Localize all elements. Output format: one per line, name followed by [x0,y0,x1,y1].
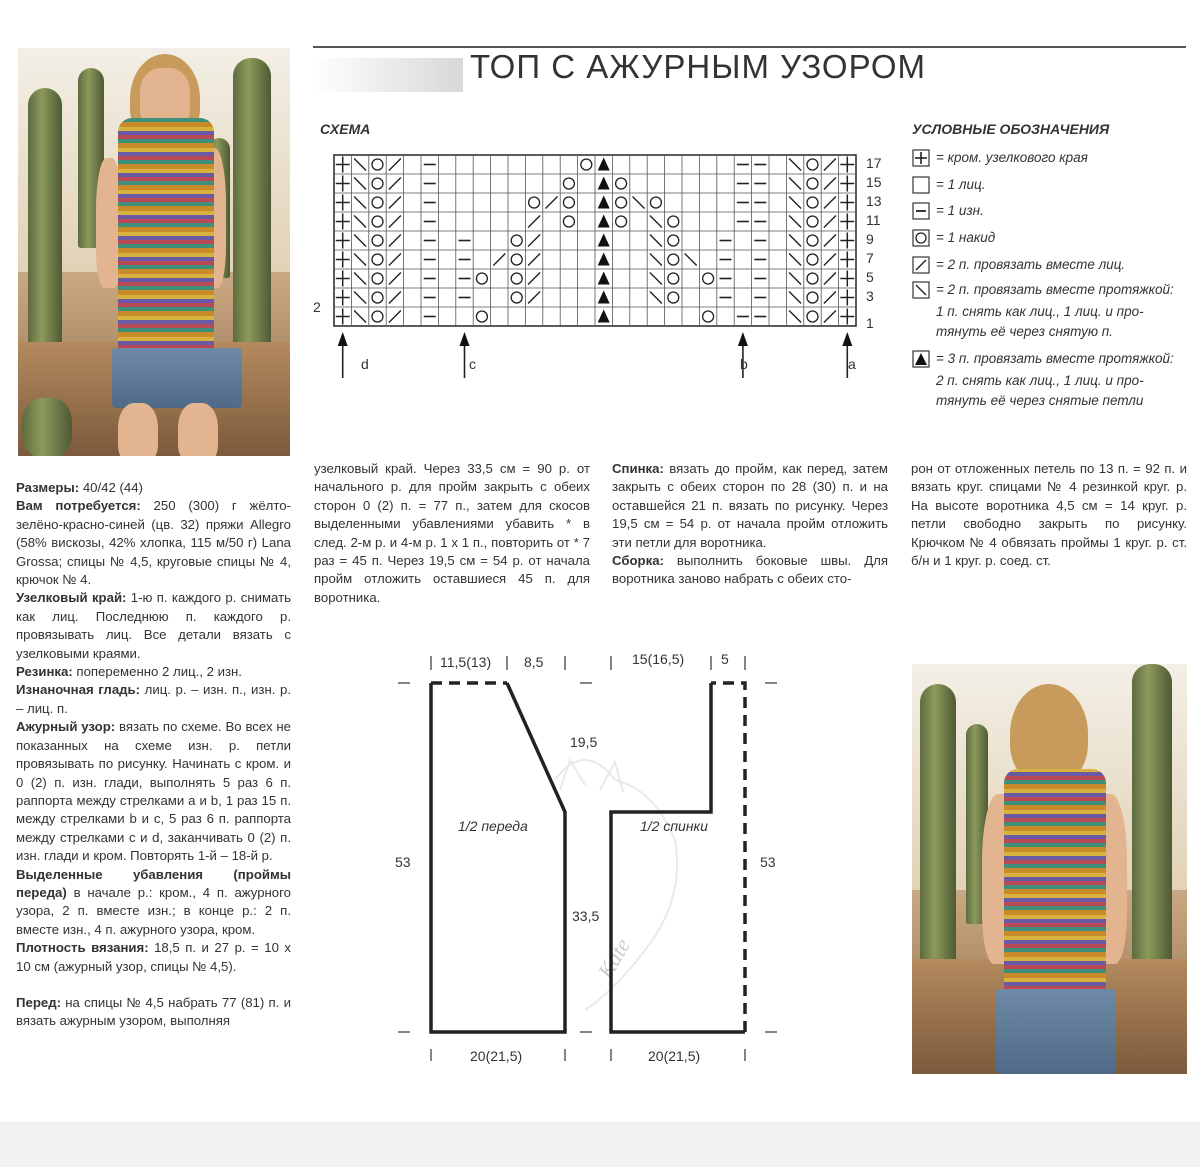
legend-text: = 1 накид [936,230,996,245]
chart-row-number: 11 [866,212,881,228]
legend-text: тянуть её через снятую п. [936,324,1113,339]
watermark-text: Kate [592,934,636,983]
back-value: вязать до пройм, как перед, затем закрыть с обеих сторон по 28 (30) п. и на оставшейся 21 п. вязать по рисунку. Через 19,5 см = 54 р. от начала пройм отложить эти петли для воротника. [612,461,888,550]
text-column-1 [16,479,291,1031]
rev-value: лиц. р. – изн. п., изн. р. – лиц. п. [16,682,291,716]
assembly-value: выполнить боковые швы. Для воротника заново набрать с обеих сто- [612,553,888,587]
chart-row-number: 15 [866,174,882,190]
lace-label: Ажурный узор: [16,719,116,735]
legend-text: = кром. узелкового края [936,150,1088,165]
front-piece-outline [431,683,565,1032]
knit-icon [912,176,930,194]
edge-value: 1-ю п. каждого р. снимать как лиц. Последнюю п. каждого р. провязывать лиц. Все детали вязать с узелковыми краями. [16,590,292,661]
legend-text: = 2 п. провязать вместе лиц. [936,257,1126,272]
gauge-label: Плотность вязания: [16,940,149,956]
yarn-over-icon [912,229,930,247]
k3tog-icon [912,350,930,368]
arrow-head [738,332,748,346]
front-width: 20(21,5) [470,1048,523,1064]
back-half-label: 1/2 спинки [640,818,708,834]
kromka-icon [912,149,930,167]
k2tog-left-icon [912,281,930,299]
chart-row-number: 9 [866,231,874,247]
legend-text: 2 п. снять как лиц., 1 лиц. и про- [936,373,1144,388]
text-column-3 [612,460,888,589]
front-view-photo [18,48,290,456]
armhole-height: 19,5 [570,734,598,750]
arrow-head [338,332,348,346]
assembly-label: Сборка: [612,553,664,569]
chart-arrow-label: c [469,356,476,372]
chart-grid [334,155,856,326]
need-label: Вам потребуется: [16,498,141,514]
chart-arrow-label: d [361,356,369,372]
chart-row-number: 5 [866,269,874,285]
legend-text: = 3 п. провязать вместе протяжкой: [936,351,1174,366]
chart-row-number: 13 [866,193,882,209]
rib-label: Резинка: [16,664,73,680]
chart-row-number: 3 [866,288,874,304]
chart-row-left-label: 2 [313,299,321,315]
chart-header: СХЕМА [320,121,371,137]
back-piece-outline [611,683,745,1032]
back-side-dashed [711,683,745,1032]
dec-label: Выделенные убавления (проймы переда) [16,866,291,900]
back-view-photo [912,664,1187,1074]
front-value: на спицы № 4,5 набрать 77 (81) п. и вязать ажурным узором, выполняя [16,994,291,1029]
rib-value: попеременно 2 лиц., 2 изн. [72,664,242,680]
chart-row-number: 7 [866,250,874,266]
page-title: ТОП С АЖУРНЫМ УЗОРОМ [470,48,927,85]
sizes-label: Размеры: [16,480,80,495]
legend-text: = 1 изн. [936,203,984,218]
arrow-head [842,332,852,346]
rev-label: Изнаночная гладь: [16,682,141,698]
legend-header: УСЛОВНЫЕ ОБОЗНАЧЕНИЯ [912,121,1110,137]
side-height: 33,5 [572,908,600,924]
text-column-4: рон от отложенных петель по 13 п. = 92 п. и вязать круг. спицами № 4 резинкой круг. р. На высоте воротника 4,5 см = 14 круг. р. петли свободно закрыть по рисунку. Крючком № 4 обвязать проймы 1 круг. р. ст. б/н и 1 круг. р. соед. ст. [911,461,1187,569]
legend-text: = 2 п. провязать вместе протяжкой: [936,282,1174,297]
sizes-value: 40/42 (44) [79,480,143,495]
need-value: 250 (300) г жёлто-зелёно-красно-синей (цв. 32) пряжи Allegro (58% вискозы, 42% хлопка, 115 м/50 г) Lana Grossa; спицы № 4,5, круговые спицы № 4, крючок № 4. [16,498,291,588]
text-column-2: узелковый край. Через 33,5 см = 90 р. от начального р. для пройм закрыть с обеих сторон 0 (2) п. = 77 п., затем для скосов выделенными убавлениями убавить * в след. 2-м р. и 4-м р. 1 x 1 п., повторить от * 7 раз = 45 п. Через 19,5 см = 54 р. от начала пройм отложить оставшиеся 45 п. для воротника. [314,461,590,605]
front-top-width-b: 8,5 [524,654,544,670]
back-top-width-b: 5 [721,651,729,667]
legend-text: = 1 лиц. [936,177,986,192]
front-label: Перед: [16,994,61,1010]
edge-label: Узелковый край: [16,590,127,606]
title-shade [313,58,463,92]
chart-arrow-label: b [740,356,748,372]
purl-icon [912,202,930,220]
legend-text: тянуть её через снятые петли [936,393,1144,408]
front-top-width-a: 11,5(13) [440,654,492,670]
arrow-head [460,332,470,346]
front-half-label: 1/2 переда [458,818,528,834]
chart-arrow-label: a [848,356,856,372]
height-right: 53 [760,854,776,870]
gauge-value: 18,5 п. и 27 р. = 10 x 10 см (ажурный узор, спицы № 4,5). [16,940,292,974]
back-top-width-a: 15(16,5) [632,651,685,667]
pattern-schematic [380,640,800,1080]
k2tog-right-icon [912,256,930,274]
back-label: Спинка: [612,461,664,476]
chart-row-number: 1 [866,315,874,331]
back-width: 20(21,5) [648,1048,701,1064]
height-left: 53 [395,854,411,870]
dec-value: в начале р.: кром., 4 п. ажурного узора, 2 п. вместе изн.; в конце р.: 2 п. вместе изн., 4 п. ажурного узора, кром. [16,884,291,937]
chart-row-number: 17 [866,155,882,171]
knitting-chart [300,145,900,385]
lace-value: вязать по схеме. Во всех не показанных на схеме изн. р. петли провязывать по рисунку. Начинать с кром. и 0 (2) п. изн. глади, выполнять 5 раз 6 п. раппорта между стрелками a и b, 1 раз 15 п. между стрелками b и c, 5 раз 6 п. раппорта между стрелками c и d, заканчивать 0 (2) п. изн. глади и кром. Повторять 1-й – 18-й р. [16,719,292,864]
legend-text: 1 п. снять как лиц., 1 лиц. и про- [936,304,1144,319]
page-footer-band [0,1122,1200,1167]
